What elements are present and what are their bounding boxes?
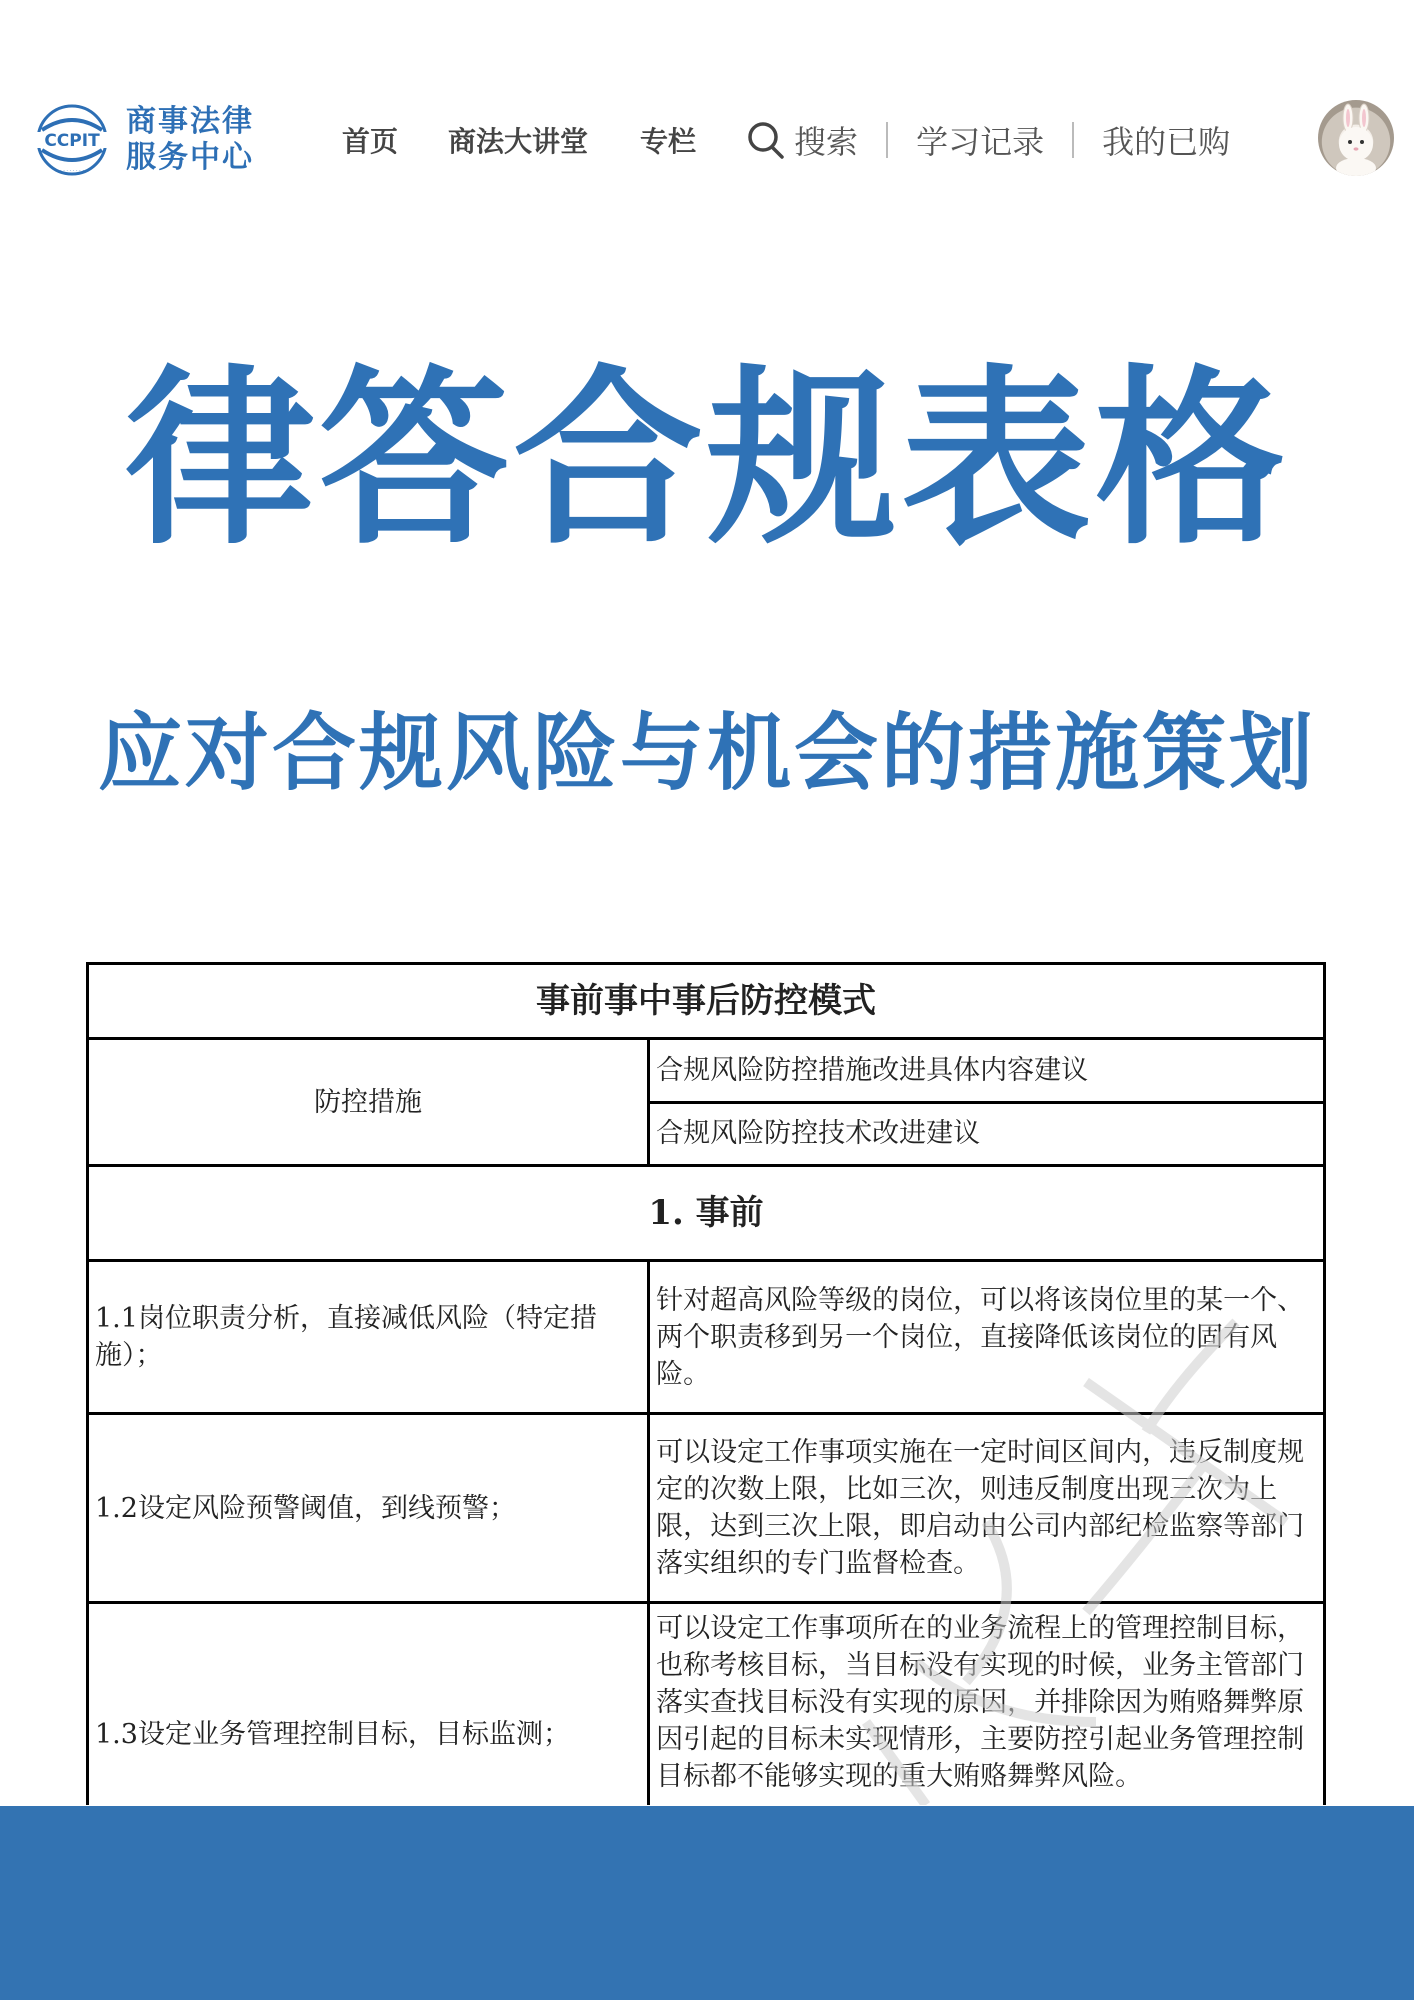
search-label: 搜索 bbox=[794, 123, 859, 161]
ccpit-globe-logo-icon bbox=[32, 100, 112, 180]
detail-cell: 可以设定工作事项所在的业务流程上的管理控制目标，也称考核目标，当目标没有实现的时候，业务主管部门落实查找目标没有实现的原因，并排除因为贿赂舞弊原因引起的目标未实现情形，主要防控引起业务管理控制目标都不能够实现的重大贿赂舞弊风险。 bbox=[649, 1603, 1325, 1806]
learning-record-link[interactable]: 学习记录 bbox=[916, 123, 1045, 161]
item-cell: 1.2设定风险预警阈值，到线预警； bbox=[88, 1414, 649, 1603]
nav-column[interactable]: 专栏 bbox=[640, 125, 697, 158]
table-row bbox=[88, 1603, 1325, 1806]
detail-cell: 可以设定工作事项实施在一定时间区间内，违反制度规定的次数上限，比如三次，则违反制度出现三次为上限，达到三次上限，即启动由公司内部纪检监察等部门落实组织的专门监督检查。 bbox=[649, 1414, 1325, 1603]
svg-text:· · · · · · · ·: · · · · · · · · bbox=[60, 168, 84, 174]
measure-cell: 合规风险防控措施改进具体内容建议 bbox=[649, 1039, 1325, 1103]
table-row bbox=[88, 1261, 1325, 1414]
logo-abbr: CCPIT bbox=[44, 131, 100, 151]
nav-lecture-hall[interactable]: 商法大讲堂 bbox=[448, 125, 589, 158]
table-heading: 事前事中事后防控模式 bbox=[88, 964, 1325, 1039]
bunny-avatar-icon bbox=[1318, 100, 1394, 176]
item-cell: 1.3设定业务管理控制目标，目标监测； bbox=[88, 1603, 649, 1806]
main-nav bbox=[342, 120, 1230, 160]
section-row bbox=[88, 1166, 1325, 1261]
logo-line-2: 服务中心 bbox=[126, 140, 254, 175]
search-button[interactable] bbox=[746, 117, 858, 163]
detail-cell: 针对超高风险等级的岗位，可以将该岗位里的某一个、两个职责移到另一个岗位，直接降低该岗位的固有风险。 bbox=[649, 1261, 1325, 1414]
top-navigation-bar bbox=[0, 90, 1414, 190]
compliance-table bbox=[86, 962, 1326, 1805]
measures-label: 防控措施 bbox=[88, 1039, 649, 1166]
section-heading: 1. 事前 bbox=[88, 1166, 1325, 1261]
nav-divider bbox=[886, 122, 888, 158]
item-cell: 1.1岗位职责分析，直接减低风险（特定措施）； bbox=[88, 1261, 649, 1414]
nav-home[interactable]: 首页 bbox=[342, 125, 399, 158]
avatar[interactable] bbox=[1318, 100, 1394, 176]
site-logo[interactable] bbox=[32, 100, 254, 180]
table-heading-row bbox=[88, 964, 1325, 1039]
measure-cell: 合规风险防控技术改进建议 bbox=[649, 1102, 1325, 1166]
logo-line-1: 商事法律 bbox=[126, 104, 254, 139]
my-purchases-link[interactable]: 我的已购 bbox=[1102, 123, 1231, 161]
search-icon bbox=[746, 120, 786, 160]
page-subtitle: 应对合规风险与机会的措施策划 bbox=[97, 704, 1316, 802]
table-row bbox=[88, 1039, 1325, 1103]
logo-text bbox=[126, 104, 254, 176]
footer-band bbox=[0, 1806, 1414, 2000]
compliance-table-document bbox=[86, 962, 1326, 1805]
page-title: 律答合规表格 bbox=[124, 349, 1289, 570]
nav-divider bbox=[1072, 122, 1074, 158]
table-row bbox=[88, 1414, 1325, 1603]
